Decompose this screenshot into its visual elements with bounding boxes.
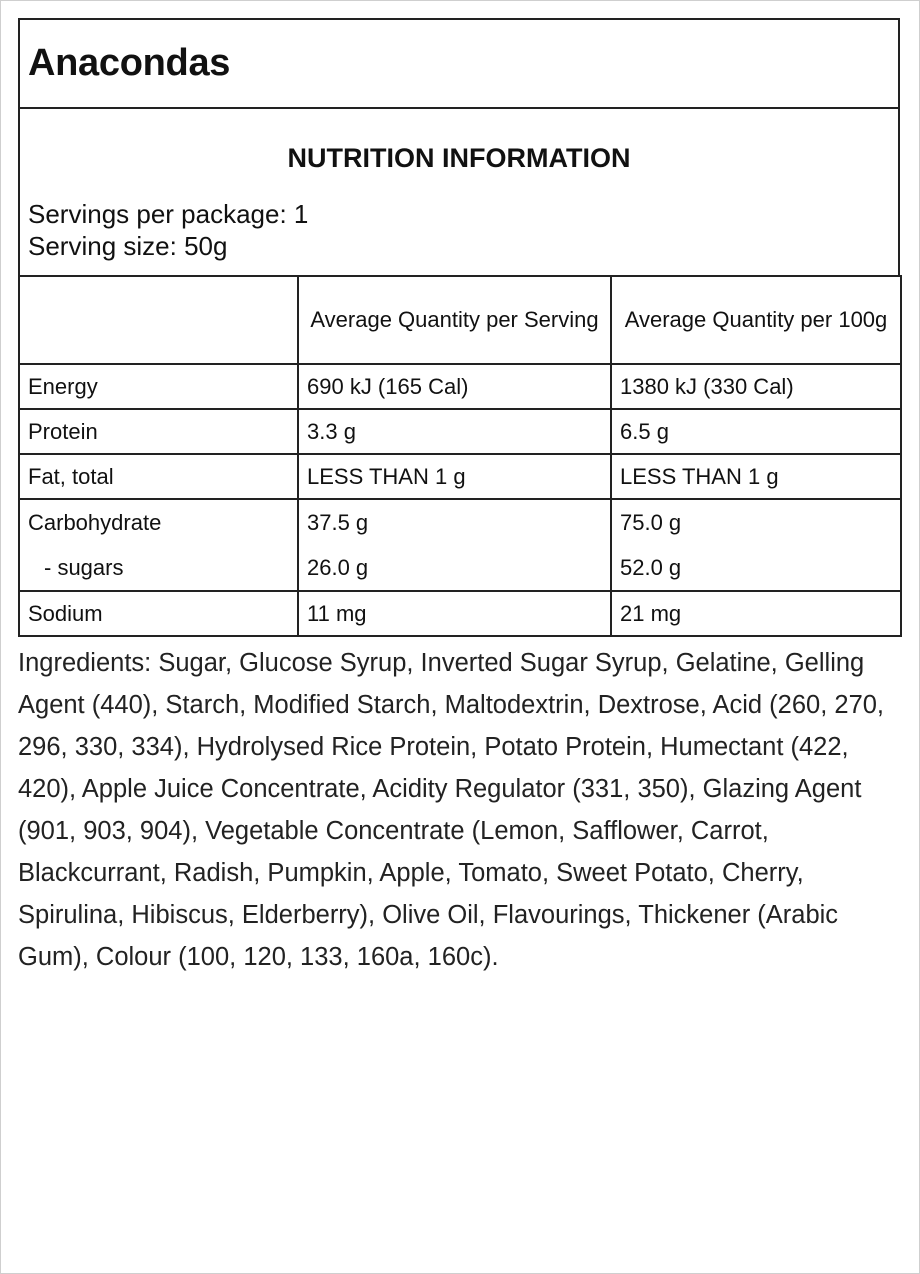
per-100g-value: LESS THAN 1 g <box>611 454 901 499</box>
nutrient-name: Protein <box>19 409 298 454</box>
nutrient-name: Fat, total <box>19 454 298 499</box>
nutrient-subname: - sugars <box>44 555 124 580</box>
nutrient-name: Energy <box>19 364 298 409</box>
per-serving-value: 3.3 g <box>298 409 611 454</box>
per-serving-value: 37.5 g <box>307 510 369 535</box>
title-box <box>18 18 900 109</box>
per-100g-sub-value: 52.0 g <box>620 555 682 580</box>
per-serving-value: 690 kJ (165 Cal) <box>298 364 611 409</box>
servings-per-package: Servings per package: 1 <box>28 199 309 229</box>
per-100g-value: 75.0 g <box>620 510 682 535</box>
serving-size: Serving size: 50g <box>28 231 228 261</box>
table-row-protein <box>19 409 901 454</box>
column-header-per-serving: Average Quantity per Serving <box>298 276 611 364</box>
nutrient-name-group <box>19 499 298 591</box>
per-serving-sub-value: 26.0 g <box>307 555 369 580</box>
nutrient-name: Sodium <box>19 591 298 636</box>
per-serving-value: LESS THAN 1 g <box>298 454 611 499</box>
nutrition-heading: NUTRITION INFORMATION <box>287 143 631 173</box>
nutrition-info-box <box>18 109 900 277</box>
per-serving-value: 11 mg <box>298 591 611 636</box>
nutrient-name: Carbohydrate <box>28 510 162 535</box>
table-row-sodium <box>19 591 901 636</box>
serving-details <box>28 198 308 262</box>
ingredients-text: Ingredients: Sugar, Glucose Syrup, Inverted Sugar Syrup, Gelatine, Gelling Agent (440), Starch, Modified Starch, Maltodextrin, Dextrose, Acid (260, 270, 296, 330, 334), Hydrolysed Rice Protein, Potato Protein, Humectant (422, 420), Apple Juice Concentrate, Acidity Regulator (331, 350), Glazing Agent (901, 903, 904), Vegetable Concentrate (Lemon, Safflower, Carrot, Blackcurrant, Radish, Pumpkin, Apple, Tomato, Sweet Potato, Cherry, Spirulina, Hibiscus, Elderberry), Olive Oil, Flavourings, Thickener (Arabic Gum), Colour (100, 120, 133, 160a, 160c). <box>18 649 885 971</box>
table-header-row <box>19 276 901 364</box>
per-serving-group <box>298 499 611 591</box>
per-100g-value: 21 mg <box>611 591 901 636</box>
column-header-nutrient <box>19 276 298 364</box>
product-title: Anacondas <box>28 42 231 84</box>
per-100g-value: 1380 kJ (330 Cal) <box>611 364 901 409</box>
nutrition-label <box>18 18 900 637</box>
table-row-fat <box>19 454 901 499</box>
table-row-energy <box>19 364 901 409</box>
per-100g-value: 6.5 g <box>611 409 901 454</box>
table-row-carbohydrate <box>19 499 901 591</box>
column-header-per-100g: Average Quantity per 100g <box>611 276 901 364</box>
per-100g-group <box>611 499 901 591</box>
nutrition-table <box>18 275 902 637</box>
